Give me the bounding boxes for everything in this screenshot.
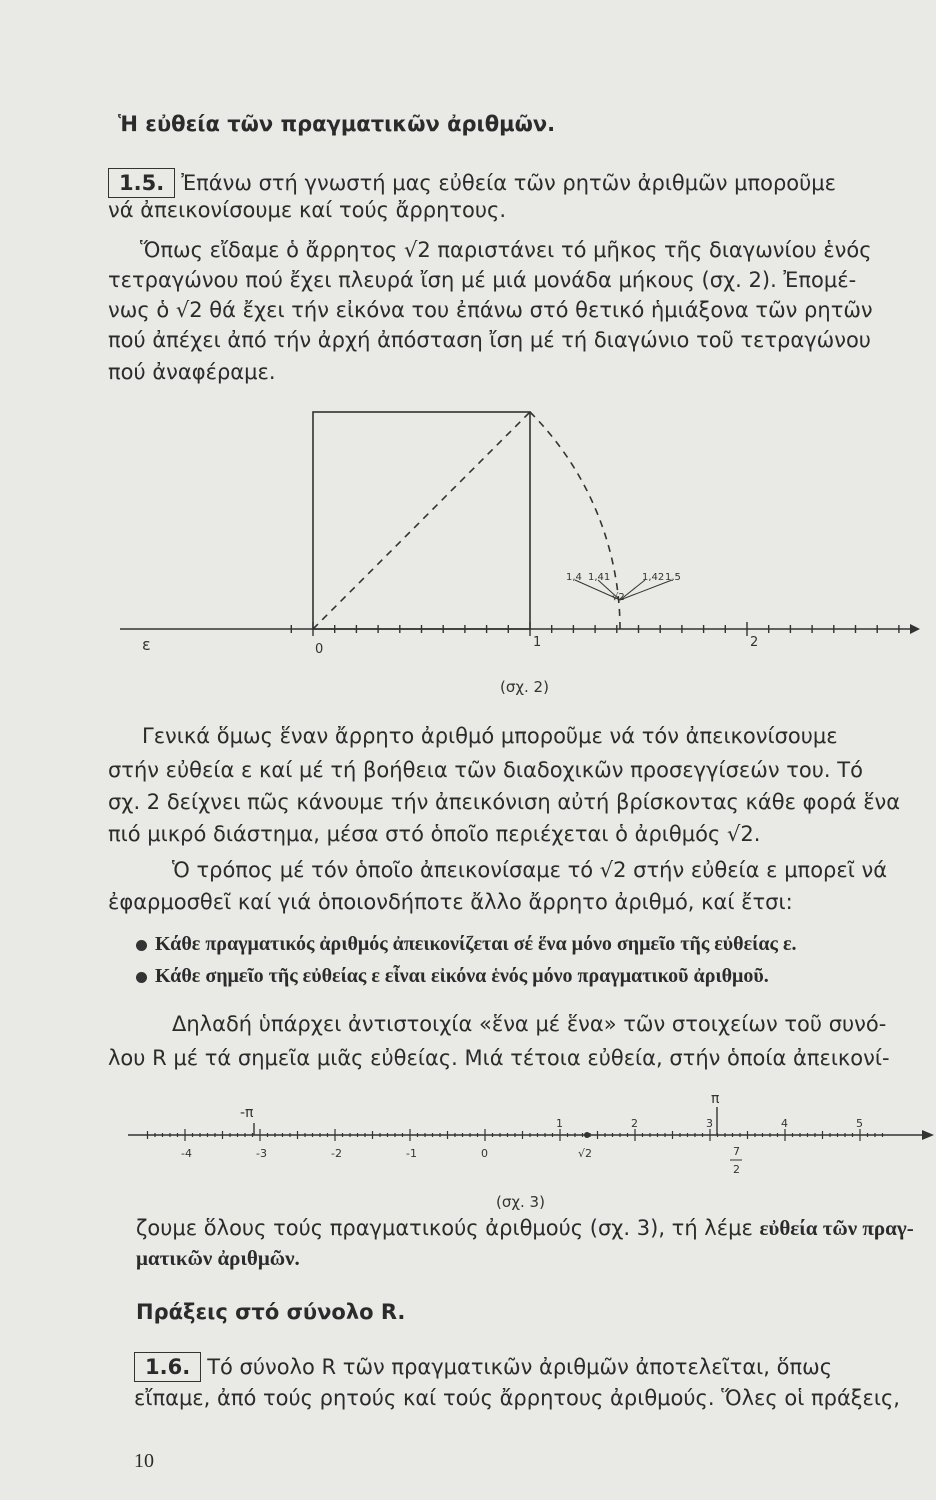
seven-half-num: 7 xyxy=(733,1145,740,1158)
approx-pointer xyxy=(620,580,672,600)
section-title: Πράξεις στό σύνολο R. xyxy=(136,1300,406,1324)
tick-label: 3 xyxy=(706,1117,713,1130)
para-text: ζουμε ὅλους τούς πραγματικούς ἀριθμούς (σχ. 3), τή λέμε xyxy=(136,1216,760,1240)
sqrt2-point xyxy=(584,1132,590,1138)
bullet-icon xyxy=(136,940,147,951)
arrow-head-icon xyxy=(922,1130,934,1140)
approx-label: 1,4 xyxy=(566,572,582,583)
para-general-line3: σχ. 2 δείχνει πῶς κάνουμε τήν ἀπεικόνιση αὐτή βρίσκοντας κάθε φορά ἕνα xyxy=(108,790,901,814)
page-number: 10 xyxy=(134,1450,154,1472)
bullet-text: Κάθε πραγματικός ἀριθμός ἀπεικονίζεται σέ ἕνα μόνο σημεῖο τῆς εὐθείας ε. xyxy=(155,933,797,955)
para-number: 1.5. xyxy=(108,168,175,198)
neg-pi-label: -π xyxy=(240,1105,254,1121)
tick-label-0: 0 xyxy=(315,642,324,657)
term-bold: εὐθεία τῶν πραγ- xyxy=(759,1216,914,1240)
section-title: Ἡ εὐθεία τῶν πραγματικῶν ἀριθμῶν. xyxy=(118,112,556,136)
diagonal xyxy=(313,412,530,629)
seven-half-den: 2 xyxy=(733,1163,740,1176)
para-sqrt2-line2: τετραγώνου πού ἔχει πλευρά ἴση μέ μιά μονάδα μήκους (σχ. 2). Ἐπομέ- xyxy=(108,268,857,292)
figure-2 xyxy=(0,400,936,700)
para-general-line2: στήν εὐθεία ε καί μέ τή βοήθεια τῶν διαδοχικῶν προσεγγίσεών του. Τό xyxy=(108,758,863,782)
sqrt2-label: √2 xyxy=(578,1147,593,1160)
pi-label: π xyxy=(711,1091,720,1107)
arrow-head-icon xyxy=(910,624,920,634)
para-general-line4: πιό μικρό διάστημα, μέσα στό ὁποῖο περιέχεται ὁ ἀριθμός √2. xyxy=(108,822,761,846)
para-method-line2: ἐφαρμοσθεῖ καί γιά ὁποιονδήποτε ἄλλο ἄρρητο ἀριθμό, καί ἔτσι: xyxy=(108,890,793,914)
figure-caption: (σχ. 3) xyxy=(496,1193,545,1211)
approx-label: 1,41 xyxy=(588,572,611,583)
bullet-item xyxy=(136,962,769,990)
tick-label: -4 xyxy=(181,1147,192,1160)
figure-3 xyxy=(0,1085,936,1215)
para-general-line1: Γενικά ὅμως ἕναν ἄρρητο ἀριθμό μποροῦμε νά τόν ἀπεικονίσουμε xyxy=(142,724,838,748)
tick-label-1: 1 xyxy=(533,635,542,650)
tick-label: -2 xyxy=(331,1147,342,1160)
para-sqrt2-line5: πού ἀναφέραμε. xyxy=(108,360,276,384)
approx-label: 1,5 xyxy=(665,572,681,583)
para-corr-line2: λου R μέ τά σημεῖα μιᾶς εὐθείας. Μιά τέτοια εὐθεία, στήν ὁποία ἀπεικονί- xyxy=(108,1046,890,1070)
tick-label: -3 xyxy=(256,1147,267,1160)
tick-label: 2 xyxy=(631,1117,638,1130)
para-1-6-line1 xyxy=(134,1352,832,1382)
tick-label: 1 xyxy=(556,1117,563,1130)
para-real-line1 xyxy=(136,1214,914,1242)
para-1-5-line2: νά ἀπεικονίσουμε καί τούς ἄρρητους. xyxy=(108,198,507,222)
tick-label: 5 xyxy=(856,1117,863,1130)
bullet-item xyxy=(136,930,797,958)
para-sqrt2-line3: νως ὁ √2 θά ἔχει τήν εἰκόνα του ἐπάνω στό θετικό ἡμιάξονα τῶν ρητῶν xyxy=(108,298,873,322)
bullet-icon xyxy=(136,972,147,983)
para-sqrt2-line4: πού ἀπέχει ἀπό τήν ἀρχή ἀπόσταση ἴση μέ τή διαγώνιο τοῦ τετραγώνου xyxy=(108,328,871,352)
tick-label: -1 xyxy=(406,1147,417,1160)
para-text: Τό σύνολο R τῶν πραγματικῶν ἀριθμῶν ἀποτελεῖται, ὅπως xyxy=(207,1355,833,1379)
bullet-text: Κάθε σημεῖο τῆς εὐθείας ε εἶναι εἰκόνα ἑνός μόνο πραγματικοῦ ἀριθμοῦ. xyxy=(155,965,769,987)
tick-label: 0 xyxy=(481,1147,488,1160)
para-number: 1.6. xyxy=(134,1352,201,1382)
sqrt2-label: √2 xyxy=(612,592,625,603)
para-text: Ἐπάνω στή γνωστή μας εὐθεία τῶν ρητῶν ἀριθμῶν μποροῦμε xyxy=(181,171,837,195)
line-label: ε xyxy=(142,635,151,654)
para-sqrt2-line1: Ὅπως εἴδαμε ὁ ἄρρητος √2 παριστάνει τό μῆκος τῆς διαγωνίου ἑνός xyxy=(140,238,872,262)
tick-label-2: 2 xyxy=(750,635,759,650)
tick-label: 4 xyxy=(781,1117,788,1130)
para-real-line2: ματικῶν ἀριθμῶν. xyxy=(136,1246,300,1270)
arc xyxy=(530,412,620,629)
para-corr-line1: Δηλαδή ὑπάρχει ἀντιστοιχία «ἕνα μέ ἕνα» τῶν στοιχείων τοῦ συνό- xyxy=(172,1012,887,1036)
para-1-6-line2: εἴπαμε, ἀπό τούς ρητούς καί τούς ἄρρητους ἀριθμούς. Ὅλες οἱ πράξεις, xyxy=(134,1386,900,1410)
approx-label: 1,42 xyxy=(642,572,665,583)
figure-caption: (σχ. 2) xyxy=(500,678,549,696)
para-method-line1: Ὁ τρόπος μέ τόν ὁποῖο ἀπεικονίσαμε τό √2 στήν εὐθεία ε μπορεῖ νά xyxy=(172,858,888,882)
para-1-5-line1 xyxy=(108,168,836,198)
